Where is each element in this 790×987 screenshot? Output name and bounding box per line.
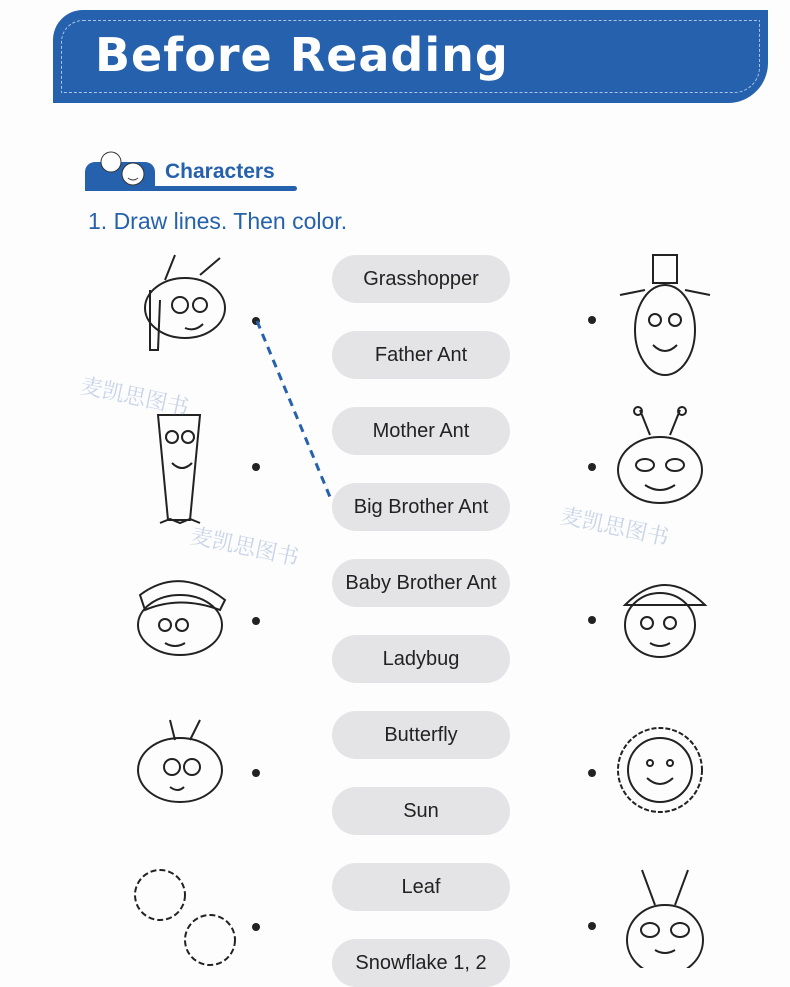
option-pill[interactable]: Snowflake 1, 2 — [332, 939, 510, 987]
option-pill[interactable]: Grasshopper — [332, 255, 510, 303]
mother-ant-picture — [615, 250, 715, 380]
section-label: Characters — [165, 160, 275, 183]
option-pill[interactable]: Sun — [332, 787, 510, 835]
big-brother-ant-picture — [130, 250, 230, 360]
ladybug-picture — [610, 405, 710, 505]
option-pill[interactable]: Leaf — [332, 863, 510, 911]
option-pill[interactable]: Baby Brother Ant — [332, 559, 510, 607]
page-title: Before Reading — [95, 28, 509, 82]
butterfly-picture — [615, 565, 715, 665]
snowflakes-picture — [120, 860, 250, 968]
option-pill[interactable]: Ladybug — [332, 635, 510, 683]
option-pill[interactable]: Big Brother Ant — [332, 483, 510, 531]
baby-brother-ant-picture — [130, 715, 230, 810]
option-pill[interactable]: Butterfly — [332, 711, 510, 759]
grasshopper-picture — [150, 405, 210, 535]
watermark: 麦凯思图书 — [188, 522, 302, 571]
watermark: 麦凯思图书 — [78, 372, 192, 421]
father-ant-picture — [130, 565, 230, 660]
option-pill[interactable]: Mother Ant — [332, 407, 510, 455]
watermark: 麦凯思图书 — [558, 502, 672, 551]
sun-picture — [615, 720, 715, 815]
option-pill[interactable]: Father Ant — [332, 331, 510, 379]
instruction: 1. Draw lines. Then color. — [88, 208, 348, 234]
leaf-picture — [620, 865, 710, 968]
